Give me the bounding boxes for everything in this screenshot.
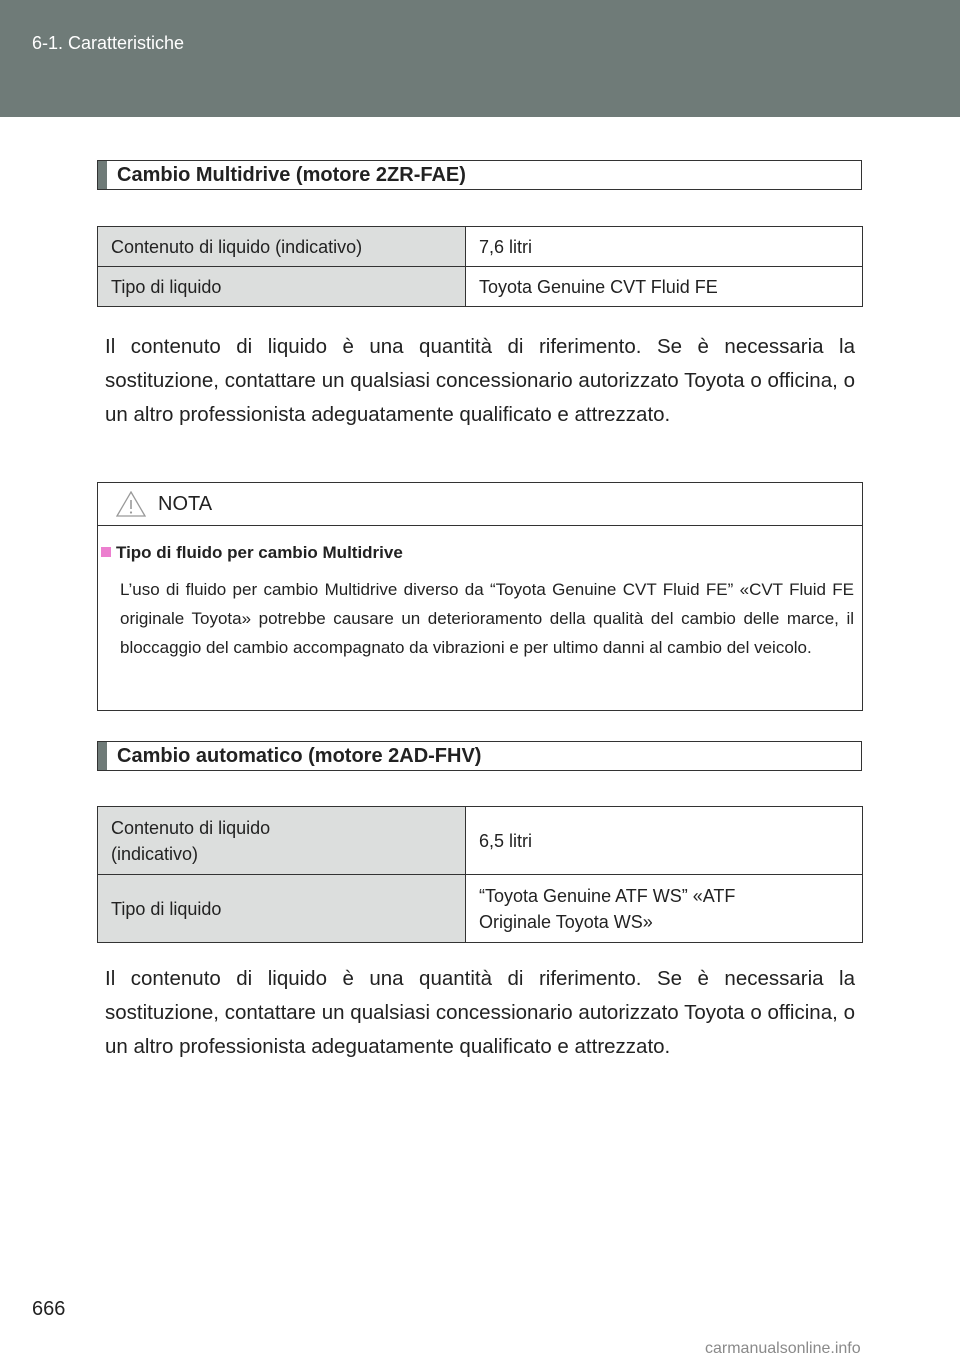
bullet-square-icon xyxy=(101,547,111,557)
body-paragraph: Il contenuto di liquido è una quantità di riferimento. Se è necessaria la sostituzione, contattare un qualsiasi concessionario autorizzato Toyota o officina, o un altro professionista adeguatamente qualificato e attrezzato. xyxy=(105,335,855,426)
table-cell-value xyxy=(466,875,863,943)
table-cell-label: Tipo di liquido xyxy=(98,875,466,943)
heading-accent-bar xyxy=(98,742,107,770)
table-cell-value: 6,5 litri xyxy=(466,807,863,875)
nota-item-text: L’uso di fluido per cambio Multidrive diverso da “Toyota Genuine CVT Fluid FE” «CVT Fluid FE originale Toyota» potrebbe causare un deterioramento della qualità del cambio delle marce, il bloccaggio del cambio accompagnato da vibrazioni e per ultimo danni al cambio del veicolo. xyxy=(120,580,854,657)
spec-table-multidrive xyxy=(97,226,863,307)
page-number: 666 xyxy=(32,1298,66,1320)
body-paragraph: Il contenuto di liquido è una quantità di riferimento. Se è necessaria la sostituzione, contattare un qualsiasi concessionario autorizzato Toyota o officina, o un altro professionista adeguatamente qualificato e attrezzato. xyxy=(105,967,855,1058)
table-cell-value: Toyota Genuine CVT Fluid FE xyxy=(466,267,863,307)
table-cell-label: Tipo di liquido xyxy=(98,267,466,307)
table-row xyxy=(98,875,863,943)
nota-title: NOTA xyxy=(158,493,213,515)
section-breadcrumb: 6-1. Caratteristiche xyxy=(32,33,185,53)
warning-triangle-icon xyxy=(116,491,146,517)
label-line: (indicativo) xyxy=(111,843,199,864)
value-line: “Toyota Genuine ATF WS” «ATF xyxy=(479,885,736,906)
section-heading-text: Cambio Multidrive (motore 2ZR-FAE) xyxy=(117,164,466,186)
nota-box xyxy=(97,482,863,711)
section-heading-automatico xyxy=(97,741,862,771)
nota-item-title: Tipo di fluido per cambio Multidrive xyxy=(116,543,403,562)
heading-accent-bar xyxy=(98,161,107,189)
table-cell-value: 7,6 litri xyxy=(466,227,863,267)
table-row xyxy=(98,227,863,267)
value-line: Originale Toyota WS» xyxy=(479,911,653,932)
table-cell-label: Contenuto di liquido (indicativo) xyxy=(98,227,466,267)
table-row xyxy=(98,267,863,307)
spec-table-automatico xyxy=(97,806,863,943)
nota-header xyxy=(98,483,862,526)
section-heading-text: Cambio automatico (motore 2AD-FHV) xyxy=(117,745,482,767)
table-row xyxy=(98,807,863,875)
table-cell-label xyxy=(98,807,466,875)
label-line: Contenuto di liquido xyxy=(111,817,271,838)
section-heading-multidrive xyxy=(97,160,862,190)
page-header xyxy=(0,0,960,117)
watermark-text: carmanualsonline.info xyxy=(705,1340,861,1357)
